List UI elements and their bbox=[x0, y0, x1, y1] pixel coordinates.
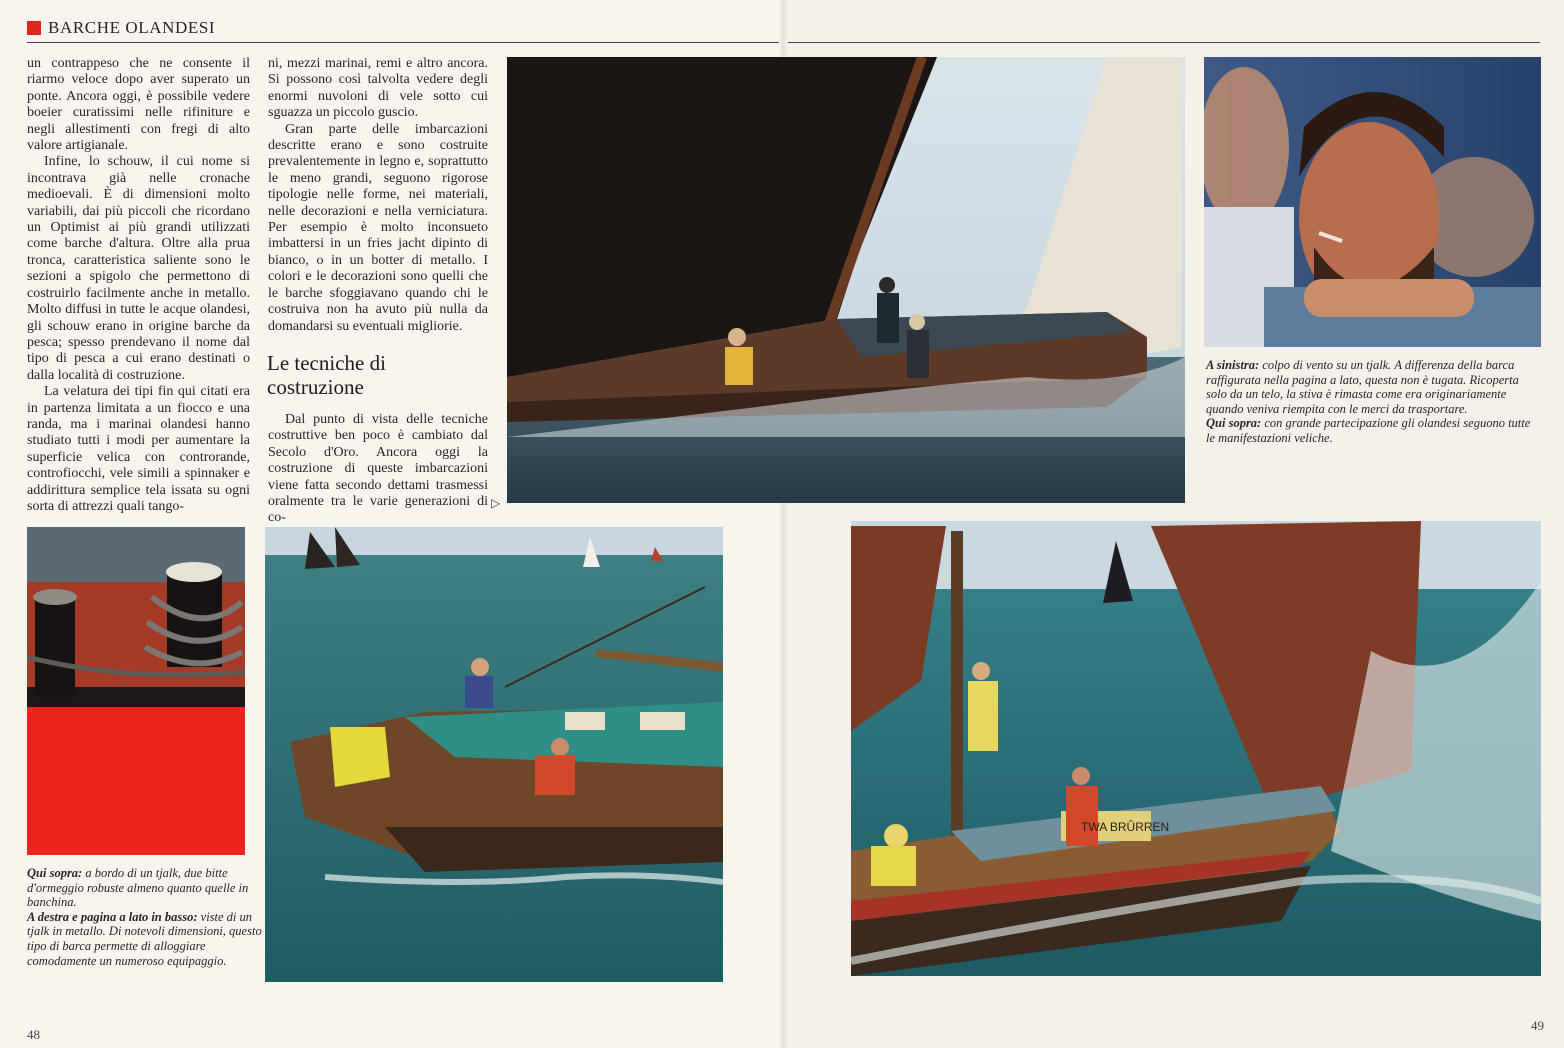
caption-left bbox=[27, 866, 262, 968]
header-rule-right bbox=[788, 42, 1540, 43]
photo-spectator-portrait bbox=[1204, 57, 1541, 347]
caption-lead: A destra e pagina a lato in basso: bbox=[27, 909, 198, 924]
caption-text: colpo di vento su un tjalk. A differenza della barca raffigurata nella pagina a lato, questa non è tugata. Ricoperta solo da un telo, la stiva è rimasta come era originariamente quando veniva riempita con le merci da trasportare. bbox=[1206, 358, 1519, 416]
photo-metal-tjalk bbox=[265, 527, 723, 982]
text-column-1 bbox=[27, 56, 250, 515]
page-number-left: 48 bbox=[27, 1027, 40, 1042]
red-square-icon bbox=[27, 21, 41, 35]
page-number-right: 49 bbox=[1531, 1018, 1544, 1033]
paragraph: La velatura dei tipi fin qui citati era in partenza limitata a un fiocco e una randa, ma i marinai olandesi hanno studiato tutti i modi per aumentare la superficie velica con controrande, controfiocchi, vele simili a spinnaker e addirittura semplice tela issata su ogni sorta di attrezzi quali tango- bbox=[27, 384, 250, 514]
running-header bbox=[27, 18, 215, 38]
header-rule-left bbox=[27, 42, 779, 43]
caption-lead: A sinistra: bbox=[1206, 358, 1260, 372]
paragraph: un contrappeso che ne consente il riarmo veloce dopo aver superato un ponte. Ancora oggi, è possibile vedere boeier curatissimi nelle rifiniture e negli allestimenti con fregi di alto valore artigianale. bbox=[27, 56, 250, 154]
section-heading: Le tecniche di costruzione bbox=[267, 351, 386, 399]
text-column-2-continued bbox=[268, 412, 488, 527]
section-title: BARCHE OLANDESI bbox=[48, 18, 216, 37]
caption-text: con grande partecipazione gli olandesi seguono tutte le manifestazioni veliche. bbox=[1206, 416, 1531, 445]
caption-text: a bordo di un tjalk, due bitte d'ormeggio robuste almeno quanto quelle in banchina. bbox=[27, 866, 249, 910]
boat-name-label: TWA BRÛRREN bbox=[1081, 820, 1170, 834]
photo-red-sail-tjalk bbox=[851, 521, 1541, 976]
caption-text: viste di un tjalk in metallo. Di notevoli dimensioni, questo tipo di barca permette di alloggiare comodamente un numeroso equipaggio. bbox=[27, 909, 262, 968]
paragraph: Infine, lo schouw, il cui nome si incontrava già nelle cronache medioevali. È di dimensioni molto variabili, dai più piccoli che ricordano un Optimist ai più grandi utilizzati come barche d'altura. Oltre alla prua tronca, caratteristica saliente sono le sezioni a spigolo che permettono di costruirlo facilmente anche in metallo. Molto diffusi in tutte le acque olandesi, gli schouw erano in origine barche da pesca; spesso prendevano il nome dal tipo di pesca a cui erano destinati o dalla località di costruzione. bbox=[27, 154, 250, 383]
caption-lead: Qui sopra: bbox=[1206, 416, 1262, 431]
paragraph: ni, mezzi marinai, remi e altro ancora. Si possono così talvolta vedere degli enormi nuvoloni di vele sotto cui sguazza un piccolo guscio. bbox=[268, 56, 488, 121]
paragraph: Gran parte delle imbarcazioni descritte erano e sono costruite prevalentemente in legno e, soprattutto le meno grandi, seguono rigorose tipologie nelle forme, nei materiali, nelle decorazioni e nella verniciatura. Per esempio è molto inconsueto imbattersi in un fries jacht dipinto di bianco, o in un botter di metallo. I colori e le decorazioni sono quelli che le barche sfoggiavano quando chi le costruiva non ha avuto più nulla da domandarsi su eventuali migliorie. bbox=[268, 121, 488, 334]
caption-right bbox=[1206, 358, 1536, 446]
caption-lead: Qui sopra: bbox=[27, 866, 83, 880]
photo-mooring-bitts bbox=[27, 527, 245, 855]
paragraph: Dal punto di vista delle tecniche costruttive ben poco è cambiato dal Secolo d'Oro. Ancora oggi la costruzione di queste imbarcazioni viene fatta secondo dettami trasmessi oralmente tra le varie generazioni di co- bbox=[268, 412, 488, 526]
photo-tjalk-under-sail bbox=[507, 57, 1185, 503]
text-column-2 bbox=[268, 56, 488, 335]
continue-arrow-icon: ▷ bbox=[491, 496, 501, 510]
